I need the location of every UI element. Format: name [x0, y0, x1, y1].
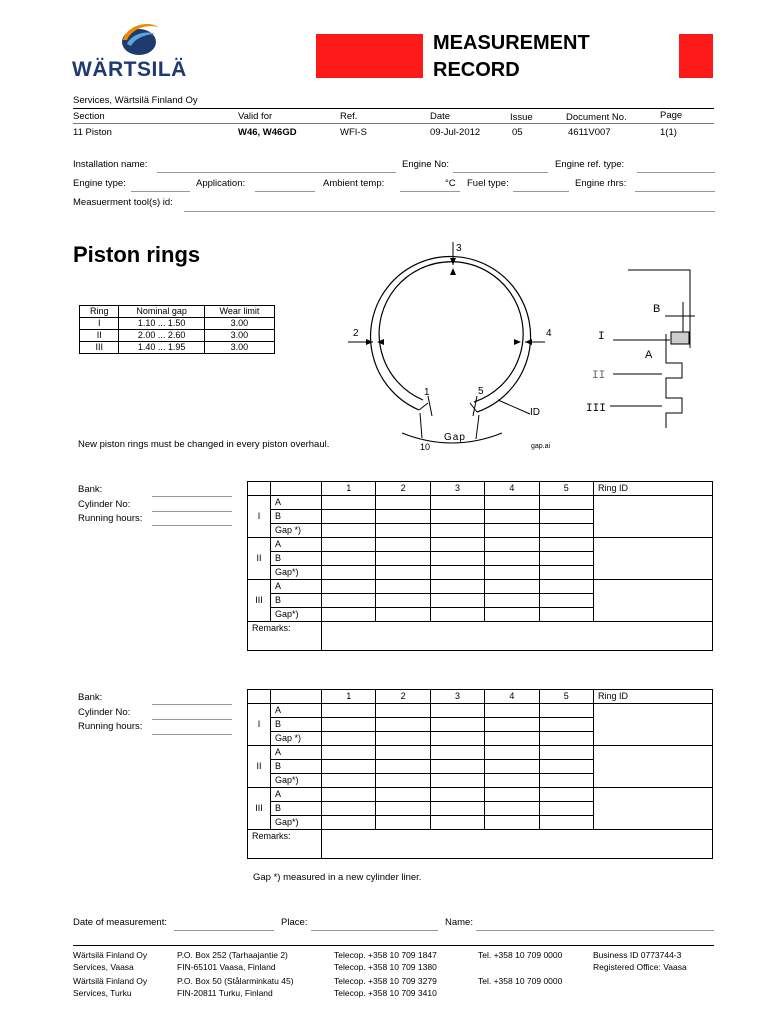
table-row: II 2.00 ... 2.60 3.00 — [80, 330, 275, 342]
nominal-gap-header: Nominal gap — [119, 306, 204, 318]
dim-label-5: 5 — [478, 386, 484, 397]
table-row: B — [248, 718, 713, 732]
label-10: 10 — [420, 442, 431, 452]
section-title: Piston rings — [73, 242, 201, 267]
cylinder-label: Cylinder No: — [78, 499, 131, 510]
cylinder-field[interactable] — [152, 511, 232, 512]
table-row: Gap*) — [248, 774, 713, 788]
label-gap: Gap — [444, 432, 466, 443]
remarks-field[interactable] — [322, 622, 713, 651]
red-accent-left — [316, 34, 423, 78]
label-ring-i: I — [598, 331, 605, 343]
footer-row: Wärtsilä Finland Oy P.O. Box 50 (Stålarminkatu 45) Telecop. +358 10 709 3279 Tel. +358 10 709 0000 — [73, 976, 563, 986]
measurement-table-1 — [247, 481, 713, 651]
remarks-row: Remarks: — [248, 830, 713, 859]
wear-limit-header: Wear limit — [204, 306, 274, 318]
value-date: 09-Jul-2012 — [430, 127, 481, 138]
fuel-type-label: Fuel type: — [467, 178, 509, 189]
company-name: Services, Wärtsilä Finland Oy — [73, 95, 198, 106]
page-title: MEASUREMENT RECORD — [433, 32, 590, 81]
value-document-no: 4611V007 — [568, 127, 611, 138]
temp-unit: °C — [445, 178, 456, 189]
table-row: B — [248, 802, 713, 816]
wartsila-swirl-icon — [113, 18, 165, 60]
running-hours-label-2: Running hours: — [78, 721, 143, 732]
footer-row: Services, Vaasa FIN-65101 Vaasa, Finland Telecop. +358 10 709 1380 Registered Office: Vaasa — [73, 961, 687, 972]
bank-field-2[interactable] — [152, 704, 232, 705]
logo-wordmark: WÄRTSILÄ — [72, 58, 187, 81]
table-row: Gap*) — [248, 566, 713, 580]
value-section: 11 Piston — [73, 127, 112, 138]
cylinder-field-2[interactable] — [152, 719, 232, 720]
col-ring-id: Ring ID — [594, 690, 713, 704]
ring-spec-table — [79, 305, 275, 354]
installation-name-field[interactable] — [157, 172, 396, 173]
label-ring-iii: III — [586, 403, 606, 415]
col-4: 4 — [485, 482, 539, 496]
table-row: Gap *) — [248, 524, 713, 538]
label-id: ID — [530, 407, 540, 418]
table-row: B — [248, 760, 713, 774]
table-row: III A — [248, 788, 713, 802]
name-label: Name: — [445, 917, 473, 928]
date-of-measurement-label: Date of measurement: — [73, 917, 167, 928]
table-row: B — [248, 552, 713, 566]
table-row: I 1.10 ... 1.50 3.00 — [80, 318, 275, 330]
label-section: Section — [73, 111, 105, 122]
label-ring-ii: II — [592, 370, 606, 382]
label-document-no: Document No. — [566, 112, 627, 123]
engine-rhrs-label: Engine rhrs: — [575, 178, 627, 189]
label-ref: Ref. — [340, 111, 358, 122]
ambient-temp-field[interactable] — [400, 191, 460, 192]
value-page: 1(1) — [660, 127, 677, 138]
dim-label-4: 4 — [546, 328, 552, 339]
running-hours-field[interactable] — [152, 525, 232, 526]
engine-type-field[interactable] — [131, 191, 190, 192]
value-valid-for: W46, W46GD — [238, 127, 297, 138]
col-5: 5 — [539, 690, 593, 704]
footer — [73, 950, 714, 999]
remarks-row: Remarks: — [248, 622, 713, 651]
place-label: Place: — [281, 917, 308, 928]
col-3: 3 — [430, 482, 484, 496]
col-ring-id: Ring ID — [594, 482, 713, 496]
engine-type-label: Engine type: — [73, 178, 126, 189]
engine-no-field[interactable] — [453, 172, 548, 173]
engine-ref-type-label: Engine ref. type: — [555, 159, 625, 170]
label-page: Page — [660, 110, 683, 121]
table-row: Gap*) — [248, 608, 713, 622]
col-1: 1 — [322, 482, 376, 496]
dim-label-3: 3 — [456, 243, 462, 254]
application-label: Application: — [196, 178, 246, 189]
footer-row: Wärtsilä Finland Oy P.O. Box 252 (Tarhaajantie 2) Telecop. +358 10 709 1847 Tel. +358 10 709 0000 Business ID 0773744-3 — [73, 950, 682, 960]
dim-label-1: 1 — [424, 387, 430, 398]
col-2: 2 — [376, 690, 430, 704]
diagram-filename: gap.ai — [531, 443, 551, 450]
col-2: 2 — [376, 482, 430, 496]
table-row: Gap *) — [248, 732, 713, 746]
table-row: I A — [248, 496, 713, 510]
engine-no-label: Engine No: — [402, 159, 450, 170]
tools-label: Measuerment tool(s) id: — [73, 197, 173, 208]
ambient-temp-label: Ambient temp: — [323, 178, 385, 189]
overhaul-note: New piston rings must be changed in every piston overhaul. — [78, 439, 330, 450]
table-row: Gap*) — [248, 816, 713, 830]
col-1: 1 — [322, 690, 376, 704]
label-valid-for: Valid for — [238, 111, 273, 122]
running-hours-label: Running hours: — [78, 513, 143, 524]
header-divider — [73, 108, 714, 109]
footer-row: Services, Turku FIN-20811 Turku, Finland Telecop. +358 10 709 3410 — [73, 987, 437, 998]
tools-field[interactable] — [184, 211, 715, 212]
col-4: 4 — [485, 690, 539, 704]
application-field[interactable] — [255, 191, 315, 192]
piston-ring-diagram — [340, 238, 720, 458]
gap-note: Gap *) measured in a new cylinder liner. — [253, 872, 422, 883]
fuel-type-field[interactable] — [513, 191, 569, 192]
label-date: Date — [430, 111, 451, 122]
table-row: B — [248, 594, 713, 608]
col-3: 3 — [430, 690, 484, 704]
table-row: I A — [248, 704, 713, 718]
col-5: 5 — [539, 482, 593, 496]
engine-rhrs-field[interactable] — [635, 191, 715, 192]
label-b: B — [653, 303, 661, 315]
ring-header: Ring — [80, 306, 119, 318]
footer-divider — [73, 945, 714, 946]
label-issue: Issue — [510, 112, 533, 123]
bank-field[interactable] — [152, 496, 232, 497]
installation-name-label: Installation name: — [73, 159, 148, 170]
label-a: A — [645, 349, 653, 361]
place-field[interactable] — [311, 930, 438, 931]
value-issue: 05 — [512, 127, 523, 138]
running-hours-field-2[interactable] — [152, 734, 232, 735]
cylinder-label-2: Cylinder No: — [78, 707, 131, 718]
name-field[interactable] — [476, 930, 714, 931]
header-divider-2 — [73, 123, 714, 124]
bank-label: Bank: — [78, 484, 103, 495]
bank-label-2: Bank: — [78, 692, 103, 703]
red-accent-right — [679, 34, 713, 78]
table-row: B — [248, 510, 713, 524]
measurement-table-2 — [247, 689, 713, 859]
remarks-field[interactable] — [322, 830, 713, 859]
value-ref: WFI-S — [340, 127, 367, 138]
table-row: II A — [248, 746, 713, 760]
table-row: III 1.40 ... 1.95 3.00 — [80, 342, 275, 354]
dim-label-2: 2 — [353, 328, 359, 339]
date-of-measurement-field[interactable] — [174, 930, 274, 931]
table-row: II A — [248, 538, 713, 552]
engine-ref-type-field[interactable] — [637, 172, 715, 173]
table-row: III A — [248, 580, 713, 594]
